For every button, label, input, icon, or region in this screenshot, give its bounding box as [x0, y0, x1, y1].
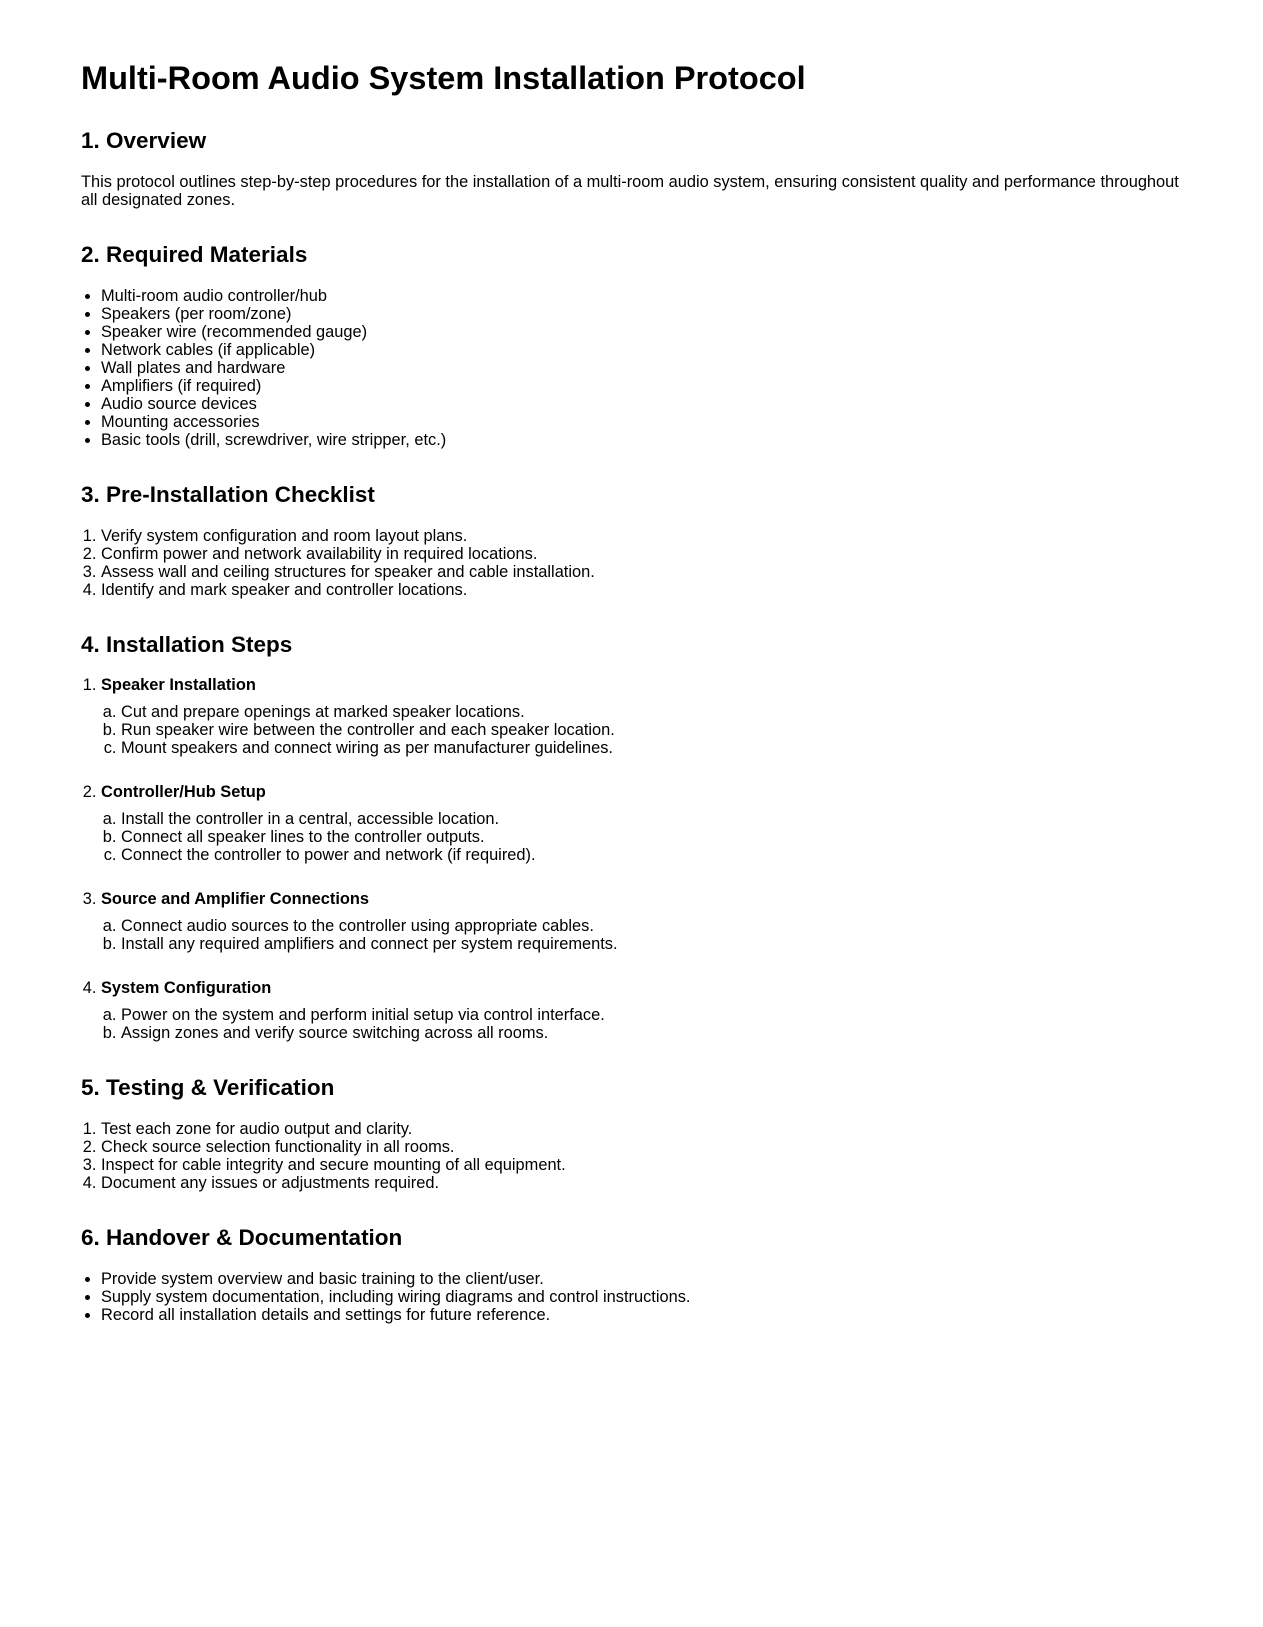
list-item: 2. Confirm power and network availability in required locations.	[101, 545, 1182, 563]
section-installation-steps	[81, 599, 1182, 1042]
list-item: • Multi-room audio controller/hub	[101, 287, 1182, 305]
substep-item: c. Mount speakers and connect wiring as per manufacturer guidelines.	[121, 739, 1182, 757]
list-item: 3. Assess wall and ceiling structures for speaker and cable installation.	[101, 563, 1182, 581]
step-title: 3. Source and Amplifier Connections	[101, 890, 370, 908]
list-item: • Basic tools (drill, screwdriver, wire stripper, etc.)	[101, 431, 1182, 449]
list-item: 4. Identify and mark speaker and controller locations.	[101, 581, 1182, 599]
section-handover-documentation	[81, 1192, 1182, 1324]
materials-list	[81, 287, 1182, 449]
substep-item: c. Connect the controller to power and network (if required).	[121, 846, 1182, 864]
list-item: 2. Check source selection functionality in all rooms.	[101, 1138, 1182, 1156]
list-item: • Wall plates and hardware	[101, 359, 1182, 377]
list-item: 1. Test each zone for audio output and clarity.	[101, 1120, 1182, 1138]
list-item: • Provide system overview and basic training to the client/user.	[101, 1270, 1182, 1288]
list-item: • Audio source devices	[101, 395, 1182, 413]
section-heading: 1. Overview	[81, 128, 207, 153]
substeps-list	[101, 810, 1182, 864]
step-title: 4. System Configuration	[101, 979, 272, 997]
substep-item: a. Power on the system and perform initial setup via control interface.	[121, 1006, 1182, 1024]
step-item	[101, 890, 1182, 953]
handover-list	[81, 1270, 1182, 1324]
list-item: • Amplifiers (if required)	[101, 377, 1182, 395]
section-pre-installation-checklist	[81, 449, 1182, 599]
substep-item: a. Connect audio sources to the controller using appropriate cables.	[121, 917, 1182, 935]
list-item: 4. Document any issues or adjustments required.	[101, 1174, 1182, 1192]
section-heading: 2. Required Materials	[81, 242, 308, 267]
list-item: • Speaker wire (recommended gauge)	[101, 323, 1182, 341]
installation-steps-list	[81, 676, 1182, 1042]
substep-item: b. Connect all speaker lines to the controller outputs.	[121, 828, 1182, 846]
checklist-list	[81, 527, 1182, 599]
substeps-list	[101, 917, 1182, 953]
list-item: • Supply system documentation, including wiring diagrams and control instructions.	[101, 1288, 1182, 1306]
overview-text: This protocol outlines step-by-step procedures for the installation of a multi-room audio system, ensuring consistent quality and performance throughout all designated zones.	[81, 173, 1179, 209]
list-item: 1. Verify system configuration and room layout plans.	[101, 527, 1182, 545]
step-item	[101, 676, 1182, 757]
section-overview	[81, 98, 1182, 209]
substeps-list	[101, 1006, 1182, 1042]
page-title: Multi-Room Audio System Installation Protocol	[81, 60, 806, 96]
list-item: • Speakers (per room/zone)	[101, 305, 1182, 323]
section-heading: 5. Testing & Verification	[81, 1075, 335, 1100]
substep-item: a. Install the controller in a central, accessible location.	[121, 810, 1182, 828]
list-item: 3. Inspect for cable integrity and secure mounting of all equipment.	[101, 1156, 1182, 1174]
substep-item: b. Install any required amplifiers and connect per system requirements.	[121, 935, 1182, 953]
section-heading: 6. Handover & Documentation	[81, 1225, 403, 1250]
substep-item: b. Assign zones and verify source switching across all rooms.	[121, 1024, 1182, 1042]
section-heading: 4. Installation Steps	[81, 632, 293, 657]
list-item: • Mounting accessories	[101, 413, 1182, 431]
substeps-list	[101, 703, 1182, 757]
section-heading: 3. Pre-Installation Checklist	[81, 482, 375, 507]
substep-item: b. Run speaker wire between the controller and each speaker location.	[121, 721, 1182, 739]
step-item	[101, 979, 1182, 1042]
step-title: 1. Speaker Installation	[101, 676, 256, 694]
list-item: • Network cables (if applicable)	[101, 341, 1182, 359]
step-title: 2. Controller/Hub Setup	[101, 783, 266, 801]
substep-item: a. Cut and prepare openings at marked speaker locations.	[121, 703, 1182, 721]
list-item: • Record all installation details and settings for future reference.	[101, 1306, 1182, 1324]
testing-list	[81, 1120, 1182, 1192]
section-required-materials	[81, 209, 1182, 449]
step-item	[101, 783, 1182, 864]
section-testing-verification	[81, 1042, 1182, 1192]
